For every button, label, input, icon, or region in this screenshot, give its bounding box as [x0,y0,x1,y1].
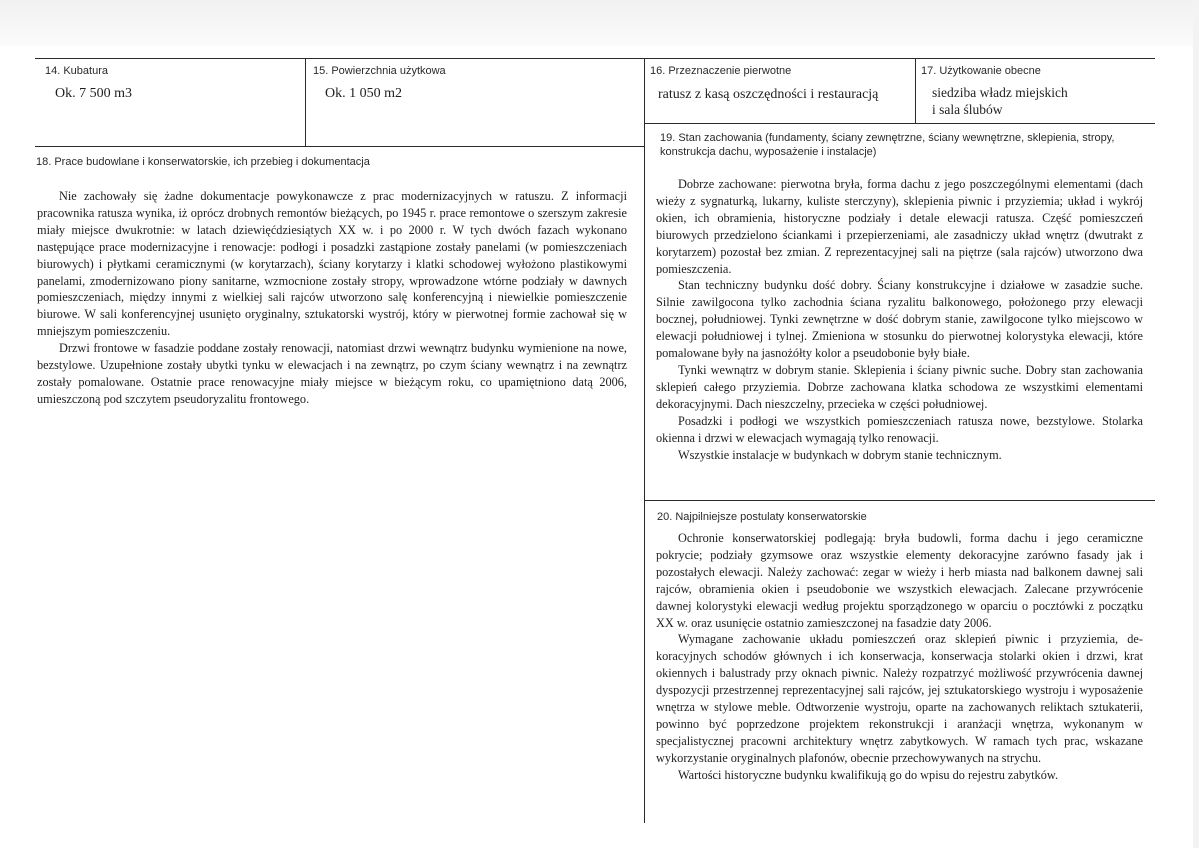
field-19-label: 19. Stan zachowania (fundamenty, ściany zewnętrzne, ściany wewnętrzne, sklepienia, stropy, konstrukcja dachu, wyposażenie i instalacje) [660,132,1115,158]
field-14-value: Ok. 7 500 m3 [55,86,132,101]
field-18-text [37,188,627,408]
rule-v-center [644,58,645,823]
field-19-paragraph: Wszystkie instalacje w budynkach w dobrym stanie technicznym. [678,447,1002,462]
field-20-label: 20. Najpilniejsze postulaty konserwatorskie [657,511,867,523]
rule-v-14-15 [305,58,306,146]
field-19-paragraph: Dobrze zachowane: pierwotna bryła, forma dachu z jego poszczególnymi elementami (dach wieży z sygnaturką, lukarny, kuliste sterczyny), sklepienia piwnic i przyziemia; układ i wykrój okien, ich obramienia, historyczne podziały i detale elewacji ratusza. Część pomieszczeń biurowych przedzielono ściankami i przepierzeniami, ale zasadniczy układ wnętrz (dwutrakt z korytarzem) pozostał bez zmian. Z reprezentacyjnej sali na piętrze (sala rajców) utworzono dwa pomieszczenia. [656,177,1143,276]
field-15-label: 15. Powierzchnia użytkowa [313,65,446,77]
scan-shadow-top [0,0,1199,46]
field-16-label: 16. Przeznaczenie pierwotne [650,65,792,77]
field-19-text [656,176,1143,463]
field-20-paragraph: Wymagane zachowanie układu pomieszczeń oraz sklepień piwnic i przyziemia, dekoracyjnych schodów głównych i ich konserwacja, konserwacja stolarki okien i drzwi, krat okiennych i balustrady przy oknach piwnic. Należy rozpatrzyć możliwość przywrócenia dawnej dyspozycji przestrzennej reprezentacyjnej sali rajców, jej sztukatorskiego wystroju i wyposażenie wnętrza w stylowe meble. Odtworzenie wystroju, oparte na zachowanych reliktach sztukaterii, powinno być poprzedzone projektem rekonstrukcji i aranżacji wnętrza, wykonanym w specjalistycznej pracowni architektury wnętrz zabytkowych. W ramach tych prac, wskazane wykorzystanie oryginalnych plafonów, obecnie przechowywanych na strychu. [656,632,1143,765]
rule-under-16-17 [644,123,1155,124]
field-14-label: 14. Kubatura [45,65,108,77]
field-20-paragraph: Ochronie konserwatorskiej podlegają: bryła budowli, forma dachu i jego ceramiczne pokrycie; podziały gzymsowe oraz wszystkie elementy dekoracyjne zarówno fasady jak i pozostałych elewacji. Należy zachować: zegar w wieży i herb miasta nad balkonem dawnej sali rajców, obramienia okien i pseudobonie we wszystkich elewacjach. Zalecane przywrócenie dawnej kolorystyki elewacji według projektu sporządzonego w oparciu o pocztówki z początku XX w. oraz usunięcie ostatnio zamieszczonej na fasadzie daty 2006. [656,531,1143,630]
field-19-paragraph: Stan techniczny budynku dość dobry. Ściany konstrukcyjne i działowe w zasadzie suche. Silnie zawilgocona tylko zachodnia ściana ryzalitu balkonowego, położonego przy elewacji bocznej, południowej. Tynki zewnętrzne w dość dobrym stanie, zawilgocone tylko miejscowo w elewacji południowej i tylnej. Zmieniona w stosunku do pierwotnej kolorystyka elewacji, które pomalowane były na jasnożółty kolor a pseudobonie były białe. [656,278,1143,361]
field-20-text [656,530,1143,784]
field-19-paragraph: Posadzki i podłogi we wszystkich pomieszczeniach ratusza nowe, bezstylowe. Stolarka okienna i drzwi w elewacjach wymagają tylko renowacji. [656,413,1143,445]
rule-under-19 [644,500,1155,501]
field-17-label: 17. Użytkowanie obecne [921,65,1041,77]
scan-shadow-right [1193,0,1199,848]
field-16-value: ratusz z kasą oszczędności i restauracją [658,87,879,102]
field-15-value: Ok. 1 050 m2 [325,86,402,101]
field-18-paragraph: Nie zachowały się żadne dokumentacje powykonawcze z prac modernizacyjnych w ratuszu. Z informacji pracownika ratusza wynika, iż oprócz drobnych remontów bieżących, po 1945 r. prace remontowe o szerszym zakresie miały miejsce dwukrotnie: w latach dziewięćdziesiątych XX w. i po 2000 r. W tych dwóch fazach wykonano następujące prace modernizacyjne i renowacje: podłogi i posadzki zastąpione zostały panelami (w pomieszczeniach biurowych) i płytkami ceramicznymi (w korytarzach), ściany korytarzy i klatki schodowej wyłożono plastikowymi panelami, zmodernizowano piony sanitarne, wzmocnione zostały stropy, wprowadzone wtórne podziały w dawnych pomieszczeniach, między innymi z wielkiej sali rajców utworzono salę konferencyjną i niewielkie pomieszczenie biurowe. W sali konferencyjnej usunięto oryginalny, sztukatorski wystrój, który w pierwotnej formie zachował się w mniejszym pomieszczeniu. [37,189,627,339]
field-18-label: 18. Prace budowlane i konserwatorskie, ich przebieg i dokumentacja [36,156,370,168]
field-20-paragraph: Wartości historyczne budynku kwalifikują go do wpisu do rejestru zabytków. [678,767,1059,782]
field-17-value: siedziba władz miejskich i sala ślubów [932,85,1068,117]
rule-top [35,58,1155,59]
field-18-paragraph: Drzwi frontowe w fasadzie poddane zostały renowacji, natomiast drzwi wewnątrz budynku wymienione na nowe, bezstylowe. Uzupełnione zostały ubytki tynku w elewacjach i na zewnątrz, po czym ściany wewnątrz i na zewnątrz zostały pomalowane. Ostatnie prace renowacyjne miały miejsce w bieżącym roku, co upamiętniono datą 2006, umieszczoną pod szczytem pseudoryzalitu frontowego. [37,341,627,406]
rule-under-14-15 [35,146,644,147]
rule-v-16-17 [915,58,916,123]
field-19-paragraph: Tynki wewnątrz w dobrym stanie. Sklepienia i ściany piwnic suche. Dobry stan zachowania sklepień całego przyziemia. Dobrze zachowana klatka schodowa ze wszystkimi elementami dekoracyjnymi. Dach nieszczelny, przecieka w części południowej. [656,362,1143,411]
